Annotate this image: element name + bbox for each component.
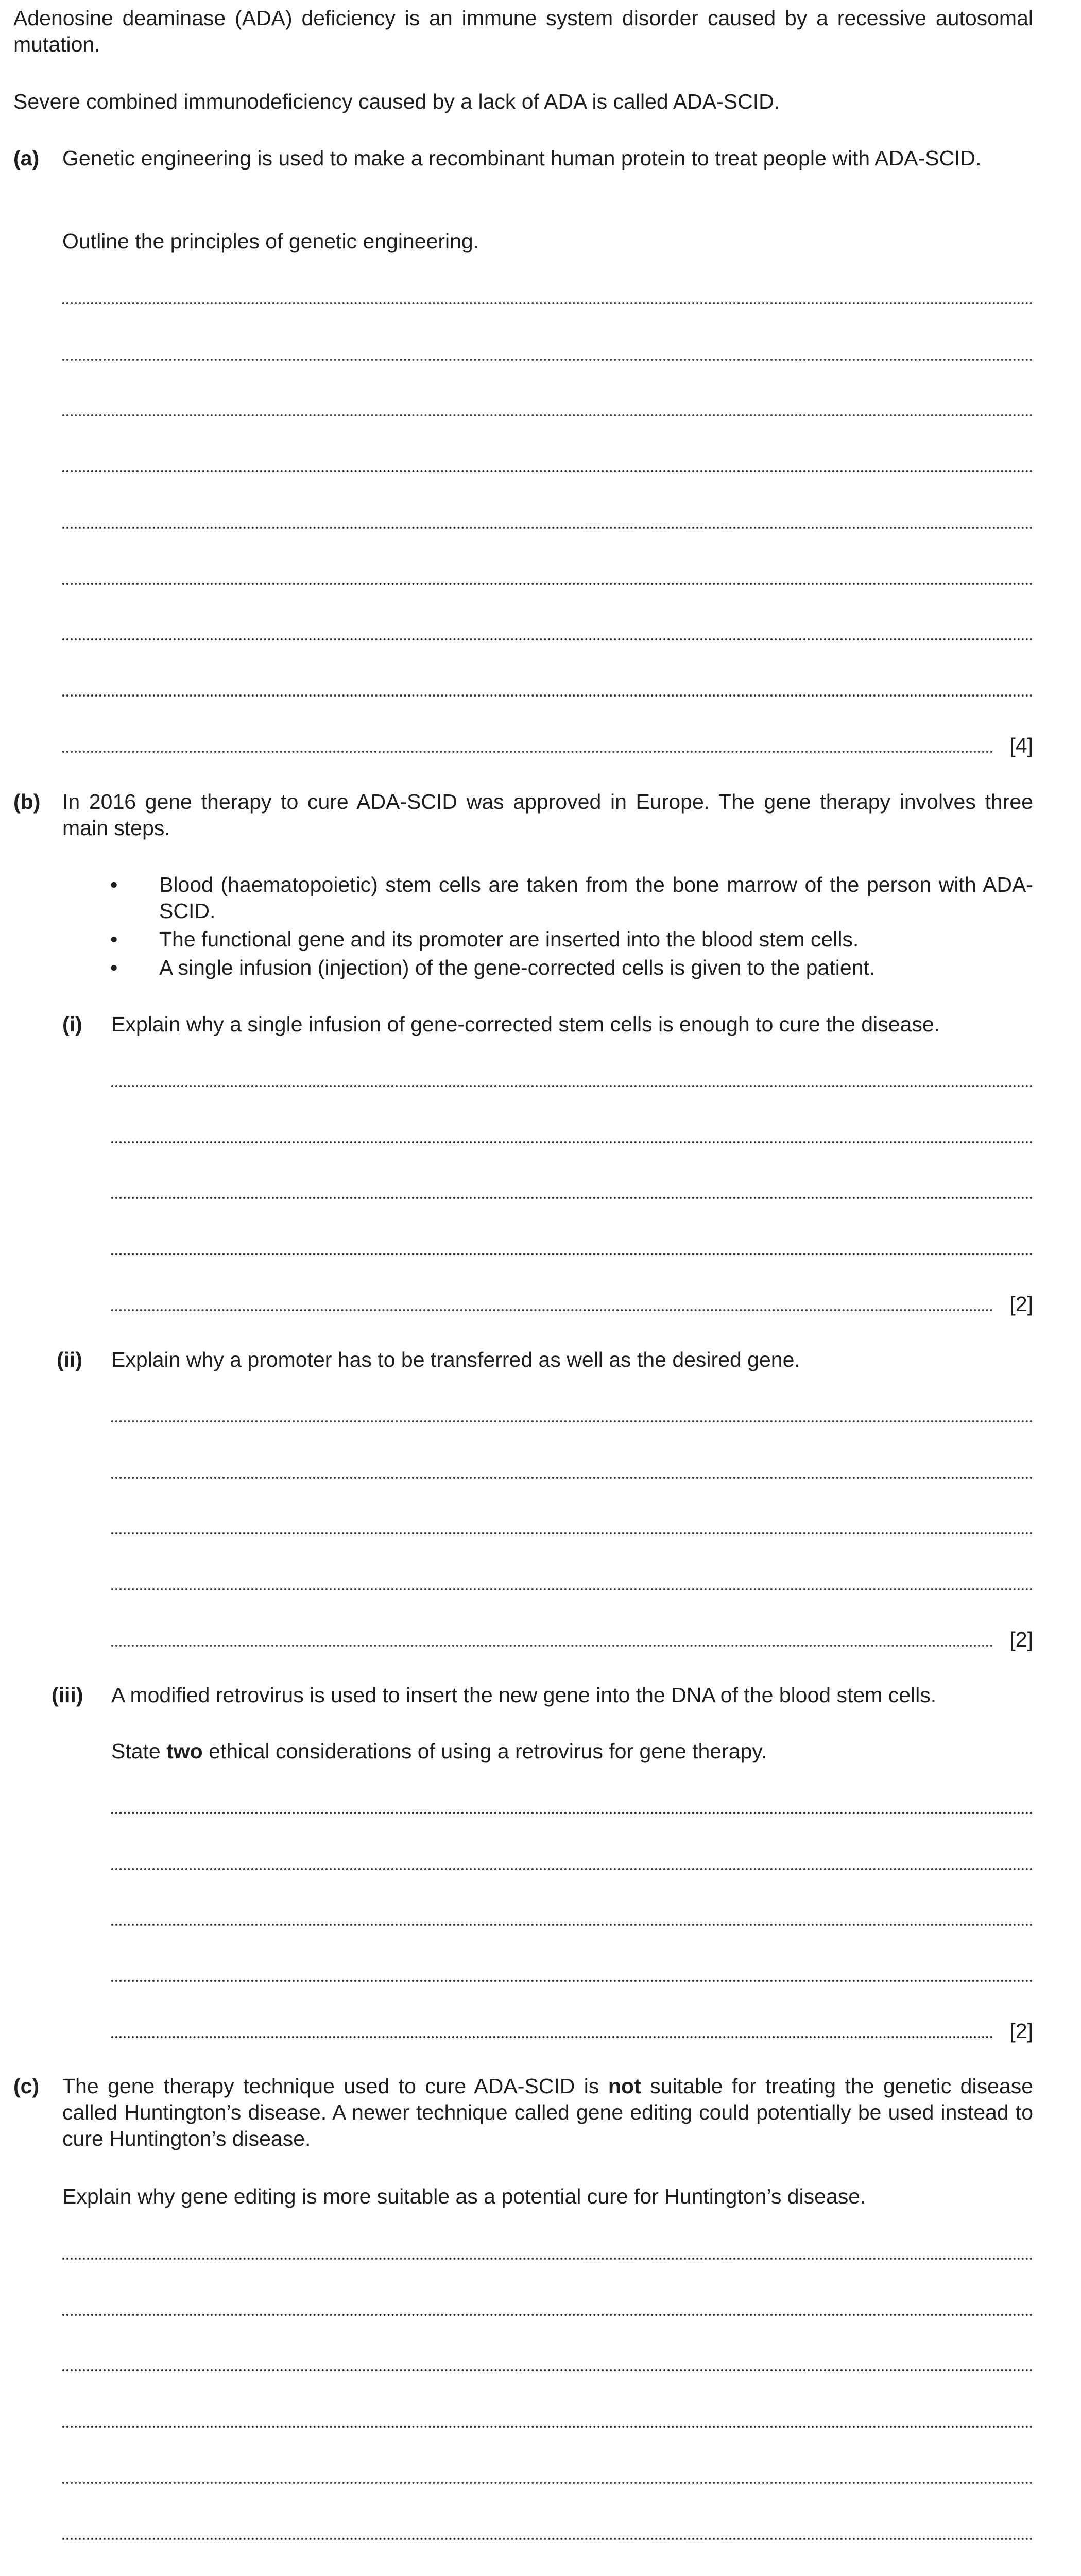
part-b-iii-label: (iii)	[52, 1683, 83, 1707]
answer-line-b-iii-4[interactable]	[111, 1980, 1033, 1982]
part-b-iii-question-pre: State	[111, 1739, 167, 1763]
bullet-dot-1: •	[110, 873, 118, 896]
answer-line-a-8[interactable]	[62, 694, 1033, 697]
part-c-text-emphasis: not	[608, 2074, 641, 2098]
part-b-text: In 2016 gene therapy to cure ADA-SCID was approved in Europe. The gene therapy involves three main steps.	[62, 790, 1033, 840]
answer-line-b-ii-2[interactable]	[111, 1477, 1033, 1479]
bullet-dot-3: •	[110, 956, 118, 979]
part-b-iii-question-emphasis: two	[166, 1739, 203, 1763]
answer-line-b-ii-3[interactable]	[111, 1532, 1033, 1534]
bullet-text-1: Blood (haematopoietic) stem cells are taken from the bone marrow of the person with ADA-SCID.	[159, 873, 1033, 923]
answer-line-c-2[interactable]	[62, 2314, 1033, 2316]
answer-line-b-i-3[interactable]	[111, 1197, 1033, 1199]
answer-line-b-iii-5[interactable]	[111, 2036, 993, 2038]
answer-line-b-ii-5[interactable]	[111, 1645, 993, 1647]
intro-paragraph-1: Adenosine deaminase (ADA) deficiency is an immune system disorder caused by a recessive autosomal mutation.	[13, 6, 1033, 56]
answer-line-a-2[interactable]	[62, 359, 1033, 361]
answer-line-a-6[interactable]	[62, 583, 1033, 585]
answer-line-c-1[interactable]	[62, 2258, 1033, 2260]
answer-line-a-3[interactable]	[62, 414, 1033, 416]
part-b-ii-label: (ii)	[57, 1348, 83, 1371]
answer-line-a-7[interactable]	[62, 638, 1033, 640]
part-c-label: (c)	[13, 2074, 40, 2098]
answer-line-b-iii-3[interactable]	[111, 1924, 1033, 1926]
part-b-iii-question	[111, 1738, 1033, 1765]
answer-line-b-i-5[interactable]	[111, 1309, 993, 1311]
part-c-text-pre: The gene therapy technique used to cure ADA-SCID is	[62, 2074, 608, 2098]
answer-line-c-4[interactable]	[62, 2426, 1033, 2428]
answer-line-b-i-1[interactable]	[111, 1085, 1033, 1087]
part-a-label: (a)	[13, 146, 40, 170]
answer-line-b-iii-2[interactable]	[111, 1868, 1033, 1870]
answer-line-b-i-4[interactable]	[111, 1253, 1033, 1255]
part-b-ii-mark: [2]	[1009, 1628, 1033, 1651]
part-b-i-mark: [2]	[1009, 1292, 1033, 1316]
part-c-text	[62, 2073, 1033, 2152]
part-b-iii-text: A modified retrovirus is used to insert the new gene into the DNA of the blood stem cells.	[111, 1683, 937, 1707]
part-b-i-label: (i)	[62, 1012, 82, 1036]
part-b-iii-question-post: ethical considerations of using a retrovirus for gene therapy.	[202, 1739, 767, 1763]
part-b-iii-mark: [2]	[1009, 2019, 1033, 2043]
answer-line-a-5[interactable]	[62, 527, 1033, 529]
part-b-label: (b)	[13, 790, 41, 814]
part-c-question: Explain why gene editing is more suitable as a potential cure for Huntington’s disease.	[62, 2184, 866, 2208]
part-b-i-question: Explain why a single infusion of gene-corrected stem cells is enough to cure the disease.	[111, 1012, 940, 1036]
answer-line-b-ii-1[interactable]	[111, 1420, 1033, 1422]
bullet-text-2: The functional gene and its promoter are inserted into the blood stem cells.	[159, 927, 859, 951]
answer-line-b-iii-1[interactable]	[111, 1812, 1033, 1814]
part-c-text-post: suitable for treating the genetic disease called Huntington’s disease. A newer technique called gene editing could potentially be used instead to cure Huntington’s disease.	[62, 2074, 1033, 2150]
answer-line-a-1[interactable]	[62, 302, 1033, 304]
intro-paragraph-2: Severe combined immunodeficiency caused by a lack of ADA is called ADA-SCID.	[13, 90, 780, 113]
answer-line-a-9[interactable]	[62, 751, 993, 753]
part-a-text: Genetic engineering is used to make a recombinant human protein to treat people with ADA-SCID.	[62, 146, 982, 170]
answer-line-c-5[interactable]	[62, 2482, 1033, 2484]
part-b-ii-question: Explain why a promoter has to be transferred as well as the desired gene.	[111, 1348, 800, 1371]
answer-line-a-4[interactable]	[62, 470, 1033, 472]
bullet-dot-2: •	[110, 927, 118, 951]
answer-line-c-6[interactable]	[62, 2538, 1033, 2540]
answer-line-b-ii-4[interactable]	[111, 1588, 1033, 1590]
answer-line-b-i-2[interactable]	[111, 1141, 1033, 1143]
bullet-text-3: A single infusion (injection) of the gene-corrected cells is given to the patient.	[159, 956, 876, 979]
part-a-mark: [4]	[1009, 734, 1033, 757]
answer-line-c-3[interactable]	[62, 2369, 1033, 2371]
part-a-question: Outline the principles of genetic engineering.	[62, 229, 479, 253]
